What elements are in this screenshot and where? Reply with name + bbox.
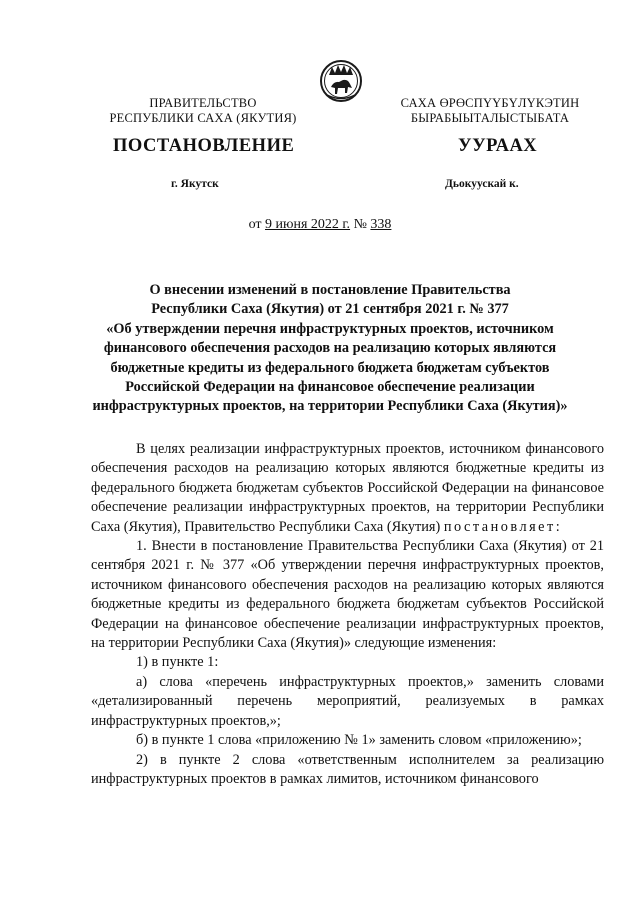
body-paragraph-5: 2) в пункте 2 слова «ответственным исполнителем за реализацию инфраструктурных проектов в рамках лимитов, источником финансового [91, 751, 604, 787]
document-date: 9 июня 2022 г. [265, 217, 351, 232]
header-left [88, 96, 318, 126]
date-number-line [0, 217, 640, 233]
preamble-text: В целях реализации инфраструктурных проектов, источником финансового обеспечения расходов на реализацию которых являются бюджетные кредиты из федерального бюджета бюджетам субъектов Российской Федерации на финансовое обеспечение реализации инфраструктурных проектов, на территории Республики Саха (Якутия), Правительство Республики Саха (Якутия) [91, 441, 604, 535]
header-left-line2: РЕСПУБЛИКИ САХА (ЯКУТИЯ) [109, 111, 297, 125]
resolves-word: постановляет: [443, 518, 563, 535]
city-yakut: Дьокуускай к. [445, 178, 519, 190]
body-paragraph-1: 1. Внести в постановление Правительства Республики Саха (Якутия) от 21 сентября 2021 г. № 377 «Об утверждении перечня инфраструктурных проектов, источником финансового обеспечения расходов на реализацию которых являются бюджетные кредиты из федерального бюджета бюджетам субъектов Российской Федерации на финансовое обеспечение реализации инфраструктурных проектов, на территории Республики Саха (Якутия)» следующие изменения: [91, 538, 604, 652]
body-paragraph-preamble [91, 440, 604, 537]
title-line: инфраструктурных проектов, на территории Республики Саха (Якутия)» [92, 398, 568, 415]
coat-of-arms-emblem-icon [319, 57, 363, 107]
doc-type-russian: ПОСТАНОВЛЕНИЕ [113, 136, 295, 156]
body-paragraph-3: а) слова «перечень инфраструктурных проектов,» заменить словами «детализированный перечень мероприятий, реализуемых в рамках инфраструктурных проектов,»; [91, 673, 604, 729]
title-line: Российской Федерации на финансовое обеспечение реализации [125, 379, 535, 396]
body-paragraph-2: 1) в пункте 1: [136, 654, 219, 671]
document-body [91, 440, 604, 789]
title-line: финансового обеспечения расходов на реализацию которых являются [103, 340, 557, 357]
title-line: «Об утверждении перечня инфраструктурных проектов, источником [106, 320, 554, 337]
document-number: 338 [370, 217, 392, 232]
header-right-line2: БЫРАБЫЫТАЛЫСТЫБАТА [410, 111, 570, 125]
city-russian: г. Якутск [171, 178, 219, 190]
doc-type-yakut: УУРААХ [458, 136, 538, 156]
header-left-line1: ПРАВИТЕЛЬСТВО [149, 96, 257, 110]
header-right-line1: САХА ӨРӨСПҮҮБҮЛҮКЭТИН [400, 96, 580, 110]
body-paragraph-4: б) в пункте 1 слова «приложению № 1» заменить словом «приложению»; [136, 732, 582, 749]
header-right [395, 96, 585, 126]
number-label: № [350, 217, 371, 232]
document-title [60, 281, 600, 417]
title-line: Республики Саха (Якутия) от 21 сентября 2021 г. № 377 [151, 301, 509, 318]
date-prefix: от [248, 217, 266, 232]
title-line: бюджетные кредиты из федерального бюджета бюджетам субъектов [110, 359, 550, 376]
title-line: О внесении изменений в постановление Правительства [149, 282, 511, 298]
